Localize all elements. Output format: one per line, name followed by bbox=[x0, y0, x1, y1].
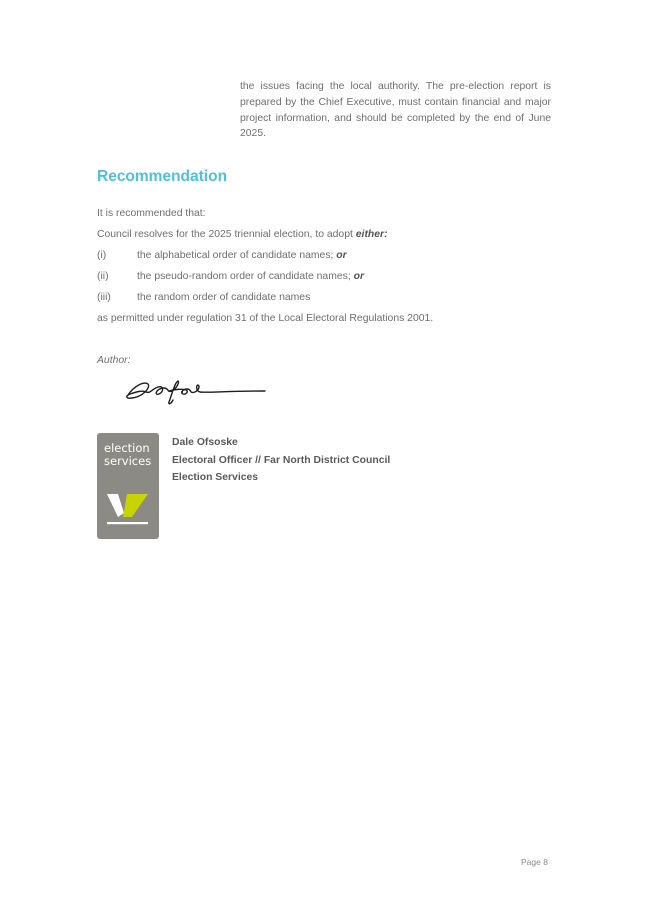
author-organisation: Election Services bbox=[172, 472, 259, 483]
signature-image bbox=[120, 372, 270, 408]
closing-paragraph: as permitted under regulation 31 of the Local Electoral Regulations 2001. bbox=[97, 313, 434, 324]
intro-paragraph: the issues facing the local authority. The pre-election report is prepared by the Chief Executive, must contain financial and major project information, and should be completed by the end of June 2025. bbox=[240, 81, 551, 140]
list-text: the random order of candidate names bbox=[137, 292, 311, 303]
resolution-emphasis: either: bbox=[355, 229, 388, 240]
list-number: (iii) bbox=[97, 292, 111, 303]
list-number: (i) bbox=[97, 250, 107, 261]
resolution-text: Council resolves for the 2025 triennial election, to adopt bbox=[97, 229, 356, 240]
author-title: Electoral Officer // Far North District Council bbox=[172, 454, 391, 466]
resolution-line bbox=[97, 229, 388, 240]
logo-v-mark-icon bbox=[105, 491, 151, 527]
election-services-logo bbox=[97, 433, 159, 539]
logo-text: election services bbox=[104, 441, 152, 468]
author-name: Dale Ofsoske bbox=[172, 437, 238, 448]
recommendation-lead: It is recommended that: bbox=[97, 208, 206, 219]
list-number: (ii) bbox=[97, 271, 109, 282]
list-text: the alphabetical order of candidate names; or bbox=[137, 250, 347, 261]
recommendation-heading: Recommendation bbox=[97, 168, 228, 185]
author-label: Author: bbox=[97, 355, 131, 366]
author-details bbox=[172, 437, 390, 490]
page-number: Page 8 bbox=[521, 857, 548, 867]
list-text: the pseudo-random order of candidate names; or bbox=[137, 271, 365, 282]
